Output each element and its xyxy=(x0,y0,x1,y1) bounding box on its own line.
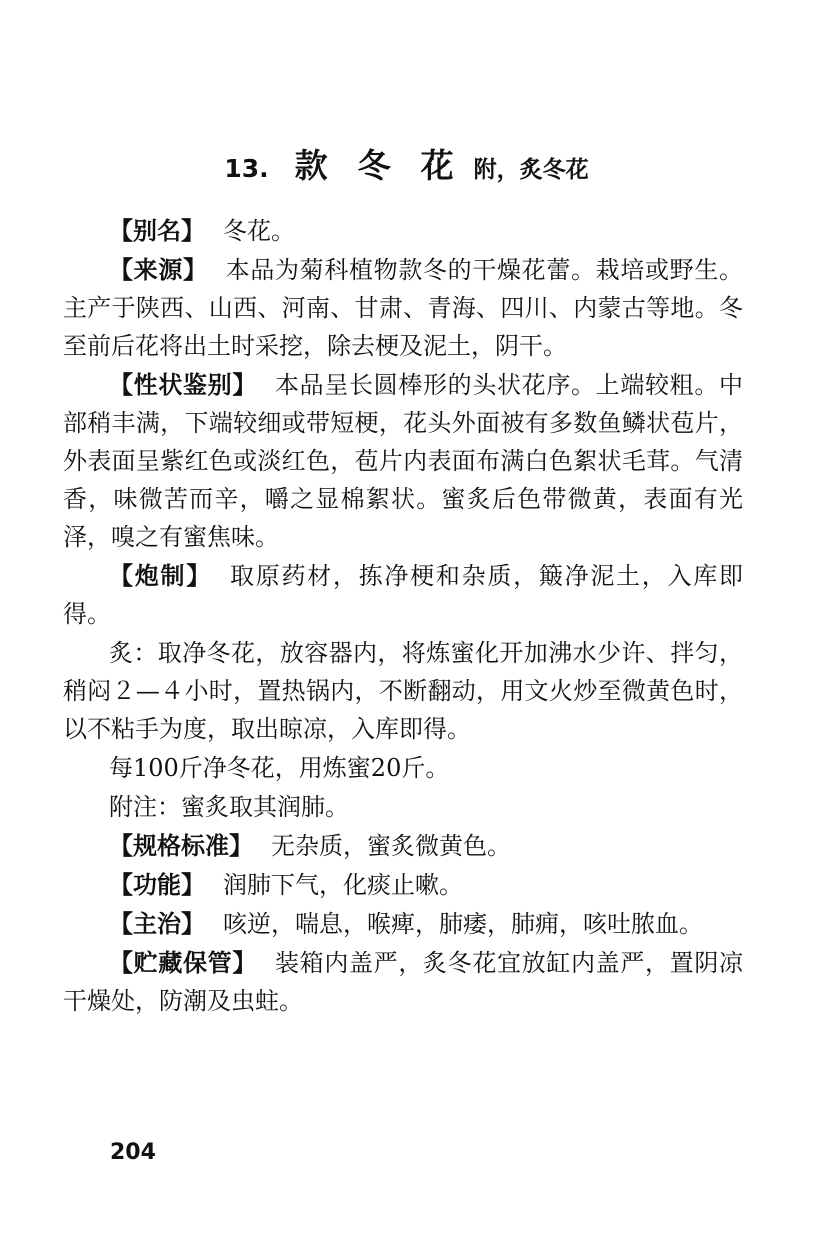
section-text: 冬花。 xyxy=(223,217,295,245)
section-label: 【规格标准】 xyxy=(109,832,253,860)
section-text: 附注：蜜炙取其润肺。 xyxy=(109,793,349,821)
section-text: 装箱内盖严，炙冬花宜放缸内盖严，置阴凉干燥处，防潮及虫蛀。 xyxy=(63,949,743,1015)
section-source xyxy=(63,251,743,365)
section-honey-roasting xyxy=(63,634,743,748)
section-text: 炙：取净冬花，放容器内，将炼蜜化开加沸水少许、拌匀，稍闷２—４小时，置热锅内，不断翻动，用文火炒至微黄色时，以不粘手为度，取出晾凉，入库即得。 xyxy=(63,639,743,743)
section-text: 本品为菊科植物款冬的干燥花蕾。栽培或野生。主产于陕西、山西、河南、甘肃、青海、四川、内蒙古等地。冬至前后花将出土时采挖，除去梗及泥土，阴干。 xyxy=(63,256,744,360)
section-label: 【主治】 xyxy=(109,910,205,938)
section-label: 【功能】 xyxy=(109,871,205,899)
section-indication xyxy=(63,905,743,943)
section-function xyxy=(63,866,743,904)
section-text: 本品呈长圆棒形的头状花序。上端较粗。中部稍丰满，下端较细或带短梗，花头外面被有多数鱼鳞状苞片，外表面呈紫红色或淡红色，苞片内表面布满白色絮状毛茸。气清香，味微苦而辛，嚼之显棉絮状。蜜炙后色带微黄，表面有光泽，嗅之有蜜焦味。 xyxy=(63,371,743,551)
section-label: 【性状鉴别】 xyxy=(109,371,257,399)
section-specification xyxy=(63,827,743,865)
section-processing xyxy=(63,557,743,633)
section-note xyxy=(63,788,743,826)
section-text: 取原药材，拣净梗和杂质，簸净泥土，入库即得。 xyxy=(63,562,744,628)
section-text: 每100斤净冬花，用炼蜜20斤。 xyxy=(109,754,450,782)
entry-name: 款冬花 xyxy=(294,146,484,185)
section-text: 无杂质，蜜炙微黄色。 xyxy=(271,832,511,860)
section-text: 润肺下气，化痰止嗽。 xyxy=(223,871,463,899)
section-ratio xyxy=(63,749,743,787)
section-characteristics xyxy=(63,366,743,556)
entry-title xyxy=(0,140,813,187)
entry-subtitle: 附，炙冬花 xyxy=(473,157,589,183)
section-text: 咳逆，喘息，喉痺，肺痿，肺痈，咳吐脓血。 xyxy=(223,910,703,938)
section-label: 【别名】 xyxy=(109,217,205,245)
page-number: 204 xyxy=(110,1140,156,1165)
section-label: 【来源】 xyxy=(109,256,208,284)
section-storage xyxy=(63,944,743,1020)
entry-number: 13. xyxy=(224,154,269,183)
entry-body xyxy=(63,212,743,1021)
section-alias xyxy=(63,212,743,250)
section-label: 【炮制】 xyxy=(109,562,212,590)
section-label: 【贮藏保管】 xyxy=(109,949,257,977)
